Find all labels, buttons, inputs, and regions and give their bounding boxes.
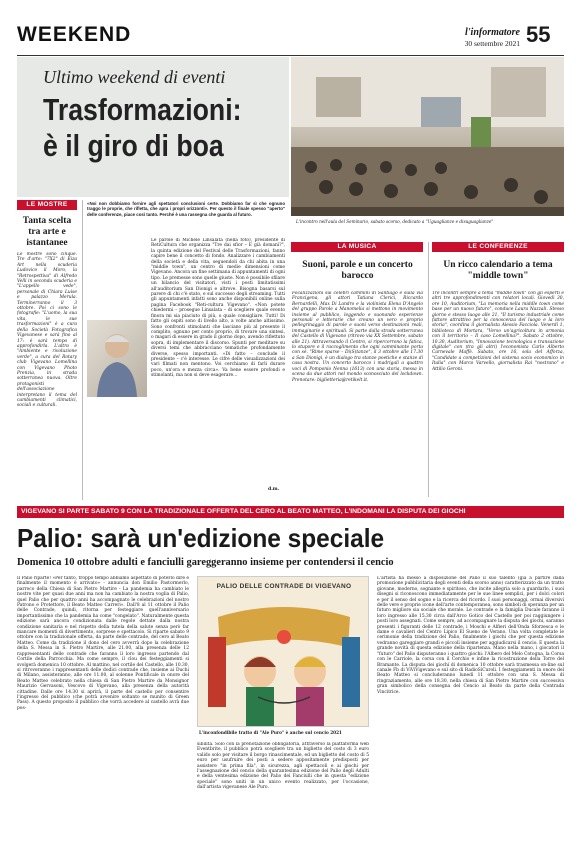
banner-text: SI PARTE SABATO 9 CON LA TRADIZIONALE OFFERTA DEL CERO AL BEATO MATTEO, L'INDOMANI LA DISPUTA DEI GIOCHI [58,508,466,515]
artwork-title: PALIO DELLE CONTRADE DI VIGEVANO [216,583,352,590]
headline-line-2: è il giro di boa [43,128,224,163]
palio-banner [17,506,564,518]
headline-line-1: Trasformazioni: [43,92,242,127]
article-body-wrap [87,238,285,493]
palio-artwork [197,576,369,727]
section-title [17,23,177,53]
seminar-photo [291,57,564,216]
seminar-photo-illustration [291,57,564,216]
conferenze-title: Un ricco calendario a tema "middle town" [443,260,553,281]
conferenze-label: LE CONFERENZE [432,242,564,252]
signature: d.m. [268,487,280,492]
paper-name: l'informatore [464,27,520,38]
masthead-rule [17,55,564,56]
mostre-title: Tanta scelta tra arte e istantanee [22,216,72,248]
issue-date: 30 settembre 2021 [464,39,520,48]
banner-city: VIGEVANO [21,508,57,515]
article-body-text: Le parole di Michele Linsalata (nella foto), presidente di RetiCultura che organizza "Tre dai sfior – E già domani?", la quinta edizione del Festival delle Trasformazioni, fanno capire bene il concetto di fondo. Analizzare i cambiamenti della società e della vita, seguendoli da chi abita in una "middle town", un centro di medie dimensioni come Vigevano. Ancora un fine settimana di appuntamenti di ogni tipo. Le premesse sono quelle giuste. Non è possibile sfilare un bilancio del visitatori, visti i posti limitatissimi all'auditorium San Dionigi e altrove. Bisogna basarsi sul parere di chi c'è stato, e sul successo degli streaming. Tutti gli appuntamenti infatti sono anche disponibili online sulla pagina Facebook "Reti-cultura Vigevano". «Non potete chiedermi – prosegue Linsalata – di scegliere quale evento finora mi sia piaciuto di più, o quale consigliare. Tutti! Di fatto gli ospiti sono di livello alto, a volte anche altissimo. Sono confronti stimolanti che lasciano più al presente il complito, ognuno per conto proprio, di trovare una sintesi, o magari di essere in grado il giorno dopo, avendo riflettuto sopra, di implementare il discorso. Spunti per meditare su diversi temi che abbracciano tematiche profondamente diverse, spesso importanti. «Di fatto – conclude il presidente – c'è interesse. Le cifre delle visualizzazioni dei vari filmati non mentono. Voi cerchiamo di farli durare poco, un'ora e mezza circa». Va bene essere profondi e stimolanti, ma non si deve esagerare... [151,238,285,379]
palio-column-1: Il Palio riparte! «Per tanto, troppo tempo abbiamo aspettato di poterlo dire e finalmente il momento è arrivato» - annuncia don Emilio Pastormerlo, parroco della Chiesa di San Pietro Martire - La pandemia ha cambiato le nostre vite per quasi due anni ma non ha cambiato la nostra voglia di Palio, quel Palio che per quattro anni ha accompagnato le celebrazioni del nostro Patrono e Protettore, il Beato Matteo Carreri». Dall'8 al 11 ottobre il Palio delle Contrade, quindi, ritorna per festeggiare quell'anniversario importantissimo che la pandemia ha come "congelato". Naturalmente questa edizione sarà ancora condizionata dalle regole dettate dalla nostra condizione sanitaria e nel rispetto della tutela della salute senza però far mancare momenti di divertimento, sorprese e spettacolo. Si riparte sabato 9 ottobre con la tradizionale offerta, da parte delle contrade, del cero al Beato Matteo. Come da tradizione il dono del cero avverrà dopo la celebrazione della S. Messa in S. Pietro Martire, alle 21.00, alla presenza delle 12 rappresentanti delle contrade che faranno il loro ingresso partendo dal Cortile della Parrocchia. Ma come sempre, il clou dei festeggiamenti si svolgerà domenica 10 ottobre. Al mattino, nel cortile del Castello, alle 10.30, si ritroveranno i rappresentanti delle dodici contrade che, insieme ai Duchi di Milano, assisteranno, alle ore 11.00, al solenne Pontificale in onore del Beato Matteo celebrato nella chiesa di San Pietro Martire da Monsignor Maurizio Gervasoni, Vescovo di Vigevano, alla presenza della autorità cittadine. Dalle ore 14.30 si aprirà, il parte del castello per consentire l'ingresso del pubblico (che potrà avvenire soltanto se munito di Green Pass). A questo proposito il pubblico che vorrà accedere al castello avrà due pos- [17,576,189,711]
palio-column-3: L'artista ha messo a disposizione del Palio il suo talento (già a partire dalla promozione pubblicitaria degli eventi della scorso anno) caratterizzato da un tratto giovane, moderno, sognante e spiritoso, che incite allegria solo a guardarlo, i suoi disegni si riconoscono immediatamente per le sue linee semplici, per i dolci colori e per il senso del sogno e la ricerca del ricordo. I suoi personaggi, ormai diversivi delle vere e proprie icone dell'arte contemporanea, sono simboli di speranza per un futuro migliore sia sociale che morale. Le contrade e la famiglia Ducale faranno il loro ingresso alle 15.30 circa dall'Arco Gotico del Castello per poi raggiungere i posti loro assegnati. Come sempre, ad accompagnare la disputa dei giochi, saranno presenti i figuranti delle 12 contrade, i Moschi e Alfieri dell'Onda Sforzesca e le dame e cavalieri del Centro Lipico El Sueno de Verano. Una volta completate le cerimonie della tradizione del Palio, finalmente i giochi che per questa edizione vedranno gareggiare grandi e piccoli insieme per aggiudicarsi il cencio. E questa la grande novità di questa edizione della ripartenza. Mano nella mano, i giocatori il "futuro" del Palio disputeranno i quattro giochi: l'Albero del Melo Cotogna, la Corsa con le Carriole, la corsa con il Cerchio e infine la ricostruzione della Torre del Bramante. La disputa dei giochi di domenica 10 ottobre sarà trasmessa on-line sul canale Fb di ViViVigevano e sul sito di RadioSiCuroli. I festeggiamenti in onore del Beato Matteo si concluderanno lunedì 11 ottobre con una S. Messa di ringraziamento, alle ore 18.30, nella chiesa di San Pietro Martire con successiva gran simbolico della consegna del Cencio al Beato da parte della Contrada Vincitrice. [377,576,564,695]
portrait-spacer [87,238,151,402]
page-number: 55 [526,22,551,47]
palio-subtitle: Domenica 10 ottobre adulti e fanciulli gareggeranno insieme per contendersi il cencio [17,557,394,568]
musica-label: LA MUSICA [291,242,423,252]
palio-column-2: sibilità. Solo con la prenotazione obbligatoria, attraverso la piattaforma web Eventbrite, il pubblico potrà scegliere tra un biglietto del costo di 3 euro valido solo per visitare il borgo rinascimentale, ed un biglietto del costo di 5 euro per usufruire dei posti a sedere appositamente predisposti per assistere "in prima fila", in sicurezza, agli spettacoli e ai giochi per l'assegnazione del cencio della quarantesima edizione del Palio degli Adulti e della ventesima edizione del Palio dei Fanciulli che in questa "edizione speciale" sono uniti in un unico evento realizzato, per l'occasione, dall'artista vigevanese Ale Puro. [197,742,369,791]
column-divider [82,200,83,500]
mostre-body: Le mostre sono cinque. Tre d'arte: "7X2" di Eiza Art nella scuderia Ludovico il Moro, la "Retrospettiva" di Alfredo Velli in seconda scuderia e "L'appello vede", personale di Chiara Luise e palazzo Merula. Terminerranno il 3 ottobre. Poi ci sono le fotografie: "L'uomo, la sua vita, le sue trasformazioni" è a cura della Società Fotografica Vigevanese e sarà fino al 17: è sarà tempo di approfondirla. L'altra è "Ambiente e rivoluzione verde", a cura del Rotary club Vigevano Lomellina con Vigevano Photo Prenzia, in strada sotterranea nuova. Oltre protagonisti dell'associazione interpretano il tema del cambiamenti climatici, sociali e culturali. [17,252,77,409]
headline-box [17,57,289,197]
palio-title: Palio: sarà un'edizione speciale [17,523,385,553]
photo-caption: L'incontro nell'aula del Seminario, sabato scorso, dedicato a "Uguaglianze e disuguaglianze" [296,219,494,224]
column-divider [428,242,429,497]
musica-title: Suoni, parole e un concerto barocco [302,260,413,281]
musica-body: Focalizzazioni sui celebri cammini di Santiago e sulla via Francigena, gli attori Tatiana Clerici, Riccardo Bernardelli, Max Di Landro e la violinista Elena D'Angelo del gruppo Parole a Manomelia si mettono in movimento insieme al pubblico, leggendo e suonando esperienze personali e letterarie che creano un vero e proprio pellegrinaggio di parole e suoni verso destinazioni reali, immaginarie e spirituali. Si parte dalla strada sotterranea del Castello di Vigevano (ritrovo via XX Settembre, sabato alle 21). Attraversando il Centro, si ripercorrono la fatica, lo stupore e il raccoglimento che ogni camminante porta con sé. "Rime sparse – Di(S)tanze", il 3 ottobre alle 17.30 a San Dionigi, è un dialogo tra stanze poetiche e stanze di casa nostra. Un concerto barocco i madrigali a quattro voci di Pomponio Nenna (1613) con una storia, messa in scena da due attori nel mondo sconosciuto del lockdown. Prenotare: biglietteria@retikelt.it. [292,291,423,383]
article-body [87,238,285,493]
section-label: WEEKEND [17,23,132,46]
palio-artwork-illustration [198,577,369,727]
conferenze-body: Tre incontri sempre a tema "middle town" con gli esperti e altri tre approfondimenti con relatori locali. Giovedì 30, ore 10, Auditorium, "La memoria nella middle town come base per un nuovo futuro", conduce Laura Nazzali. Stesso giorno e stesso luogo alle 21, "Il turismo industriale come fattore attrattivo per la conoscenza del luogo e la loro storia", coordina il giornalista Alessio Facciola. Venerdì 1, biblioteca di Mortara, "Verso un'agricoltura in armonia con il territorio – Il caso Lomellina?". Sabato 2 ottobre, 10.30, Auditorium, "Innovazione tecnologica e transazione digitale" con (tra gli altri) l'economista Carlo Alberto Carnevale Maffè. Sabato, ore 16, sola del Afforza, "Candidate a competizioni del sistema socio economico in Italia" con Marco Varvello, giornalista Rai "nostrano" e Attilio Geroni. [432,291,564,372]
kicker: Ultimo weekend di eventi [43,67,226,87]
mostre-label: LE MOSTRE [17,200,77,210]
artwork-caption: L'inconfondibile tratto di "Ale Puro" è anche sul cencio 2021 [199,730,342,735]
article-intro: «Noi non dobbiamo fornire agli spettatori conclusioni certe. Dobbiamo far sì che ognuno traggo le proprie, che rifletta, che apra i propri orizzonti». Per questo il finale spesso "aperto" delle conferenze, piace così tanto. Perché è una rassegna che guarda al futuro. [87,201,285,217]
